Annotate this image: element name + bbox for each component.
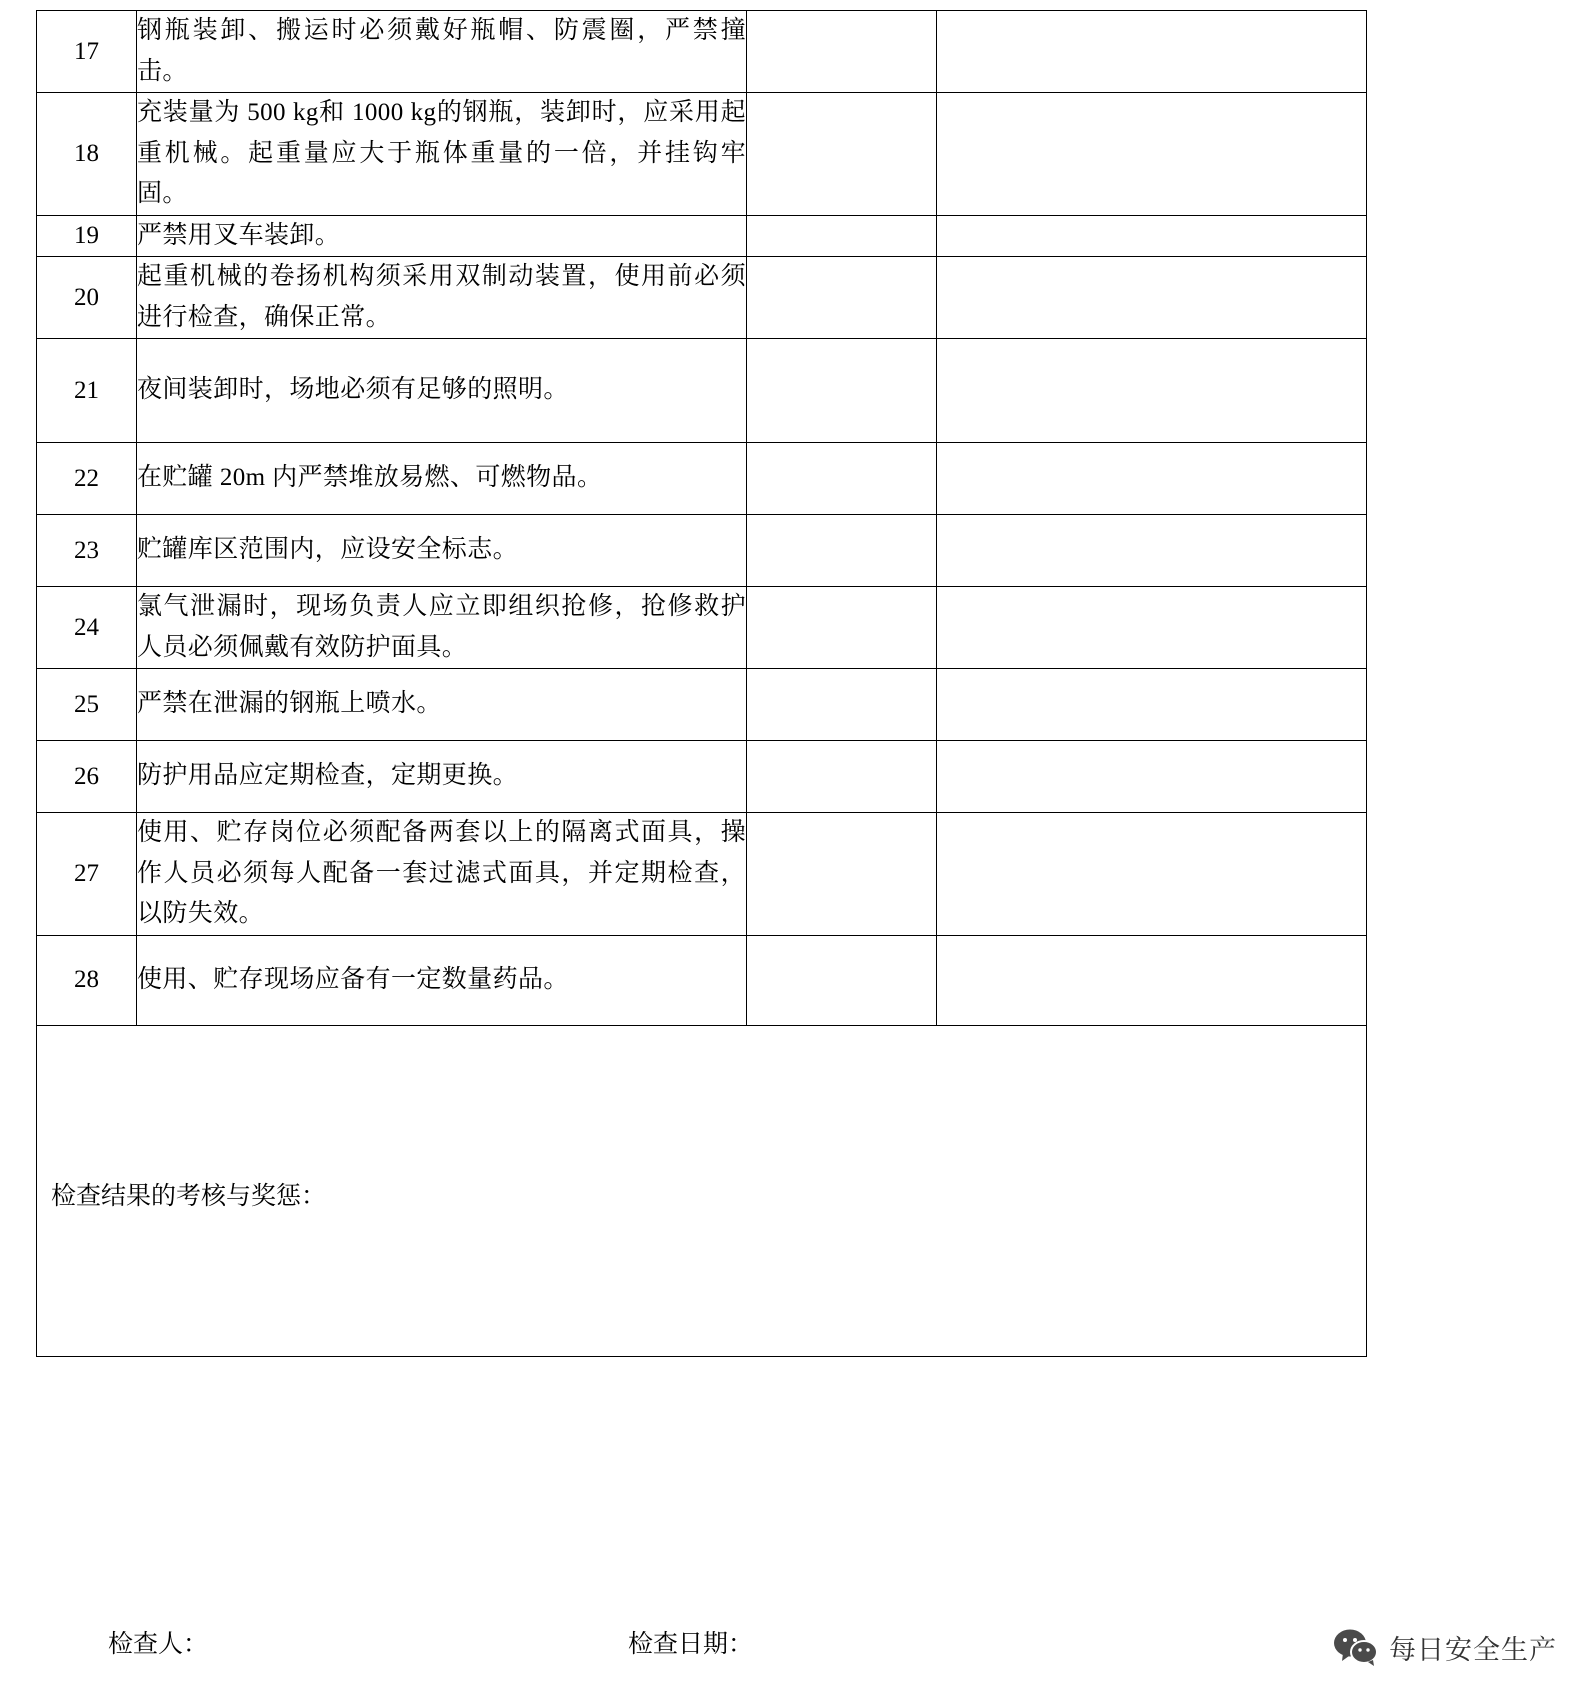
- table-row: [37, 515, 1367, 587]
- watermark-label: 每日安全生产: [1389, 1634, 1557, 1665]
- row-number: 21: [37, 339, 137, 443]
- table-row: [37, 11, 1367, 93]
- table-row: [37, 669, 1367, 741]
- row-content: 在贮罐 20m 内严禁堆放易燃、可燃物品。: [137, 443, 747, 515]
- row-number: 28: [37, 935, 137, 1025]
- row-number: 25: [37, 669, 137, 741]
- row-remark[interactable]: [937, 587, 1367, 669]
- row-remark[interactable]: [937, 813, 1367, 936]
- row-remark[interactable]: [937, 741, 1367, 813]
- row-remark[interactable]: [937, 93, 1367, 216]
- row-number: 20: [37, 257, 137, 339]
- row-number: 23: [37, 515, 137, 587]
- table-row: [37, 587, 1367, 669]
- row-content: 充装量为 500 kg和 1000 kg的钢瓶，装卸时，应采用起重机械。起重量应大于瓶体重量的一倍，并挂钩牢固。: [137, 93, 747, 216]
- table-row: [37, 257, 1367, 339]
- table-row: [37, 741, 1367, 813]
- safety-checklist-table: [36, 10, 1367, 1357]
- table-row: [37, 813, 1367, 936]
- row-number: 18: [37, 93, 137, 216]
- row-content: 使用、贮存岗位必须配备两套以上的隔离式面具，操作人员必须每人配备一套过滤式面具，并定期检查，以防失效。: [137, 813, 747, 936]
- row-remark[interactable]: [937, 515, 1367, 587]
- table-row: [37, 93, 1367, 216]
- row-check-status[interactable]: [747, 741, 937, 813]
- table-row: [37, 215, 1367, 257]
- assessment-label: 检查结果的考核与奖惩：: [51, 1182, 327, 1210]
- table-row: [37, 935, 1367, 1025]
- table-row: [37, 443, 1367, 515]
- row-remark[interactable]: [937, 443, 1367, 515]
- inspection-date-field[interactable]: 检查日期：: [628, 1631, 754, 1658]
- table-row: [37, 339, 1367, 443]
- row-content: 使用、贮存现场应备有一定数量药品。: [137, 935, 747, 1025]
- row-check-status[interactable]: [747, 587, 937, 669]
- row-check-status[interactable]: [747, 339, 937, 443]
- row-remark[interactable]: [937, 669, 1367, 741]
- row-content: 严禁在泄漏的钢瓶上喷水。: [137, 669, 747, 741]
- inspector-field[interactable]: 检查人：: [108, 1631, 209, 1658]
- wechat-logo-icon: [1333, 1627, 1379, 1667]
- row-check-status[interactable]: [747, 215, 937, 257]
- row-number: 22: [37, 443, 137, 515]
- row-number: 17: [37, 11, 137, 93]
- row-check-status[interactable]: [747, 515, 937, 587]
- watermark: [1333, 1627, 1557, 1667]
- row-check-status[interactable]: [747, 669, 937, 741]
- row-check-status[interactable]: [747, 443, 937, 515]
- row-remark[interactable]: [937, 339, 1367, 443]
- row-content: 防护用品应定期检查，定期更换。: [137, 741, 747, 813]
- row-number: 27: [37, 813, 137, 936]
- row-content: 钢瓶装卸、搬运时必须戴好瓶帽、防震圈，严禁撞击。: [137, 11, 747, 93]
- row-remark[interactable]: [937, 935, 1367, 1025]
- row-check-status[interactable]: [747, 813, 937, 936]
- row-content: 起重机械的卷扬机构须采用双制动装置，使用前必须进行检查，确保正常。: [137, 257, 747, 339]
- row-number: 26: [37, 741, 137, 813]
- row-content: 贮罐库区范围内，应设安全标志。: [137, 515, 747, 587]
- row-check-status[interactable]: [747, 11, 937, 93]
- row-content: 严禁用叉车装卸。: [137, 215, 747, 257]
- row-check-status[interactable]: [747, 935, 937, 1025]
- row-remark[interactable]: [937, 215, 1367, 257]
- checklist-body: [37, 11, 1367, 1357]
- row-number: 19: [37, 215, 137, 257]
- row-content: 氯气泄漏时，现场负责人应立即组织抢修，抢修救护人员必须佩戴有效防护面具。: [137, 587, 747, 669]
- row-remark[interactable]: [937, 11, 1367, 93]
- row-check-status[interactable]: [747, 93, 937, 216]
- row-number: 24: [37, 587, 137, 669]
- row-content: 夜间装卸时，场地必须有足够的照明。: [137, 339, 747, 443]
- result-row: [37, 1025, 1367, 1356]
- row-remark[interactable]: [937, 257, 1367, 339]
- row-check-status[interactable]: [747, 257, 937, 339]
- assessment-cell[interactable]: [37, 1025, 1367, 1356]
